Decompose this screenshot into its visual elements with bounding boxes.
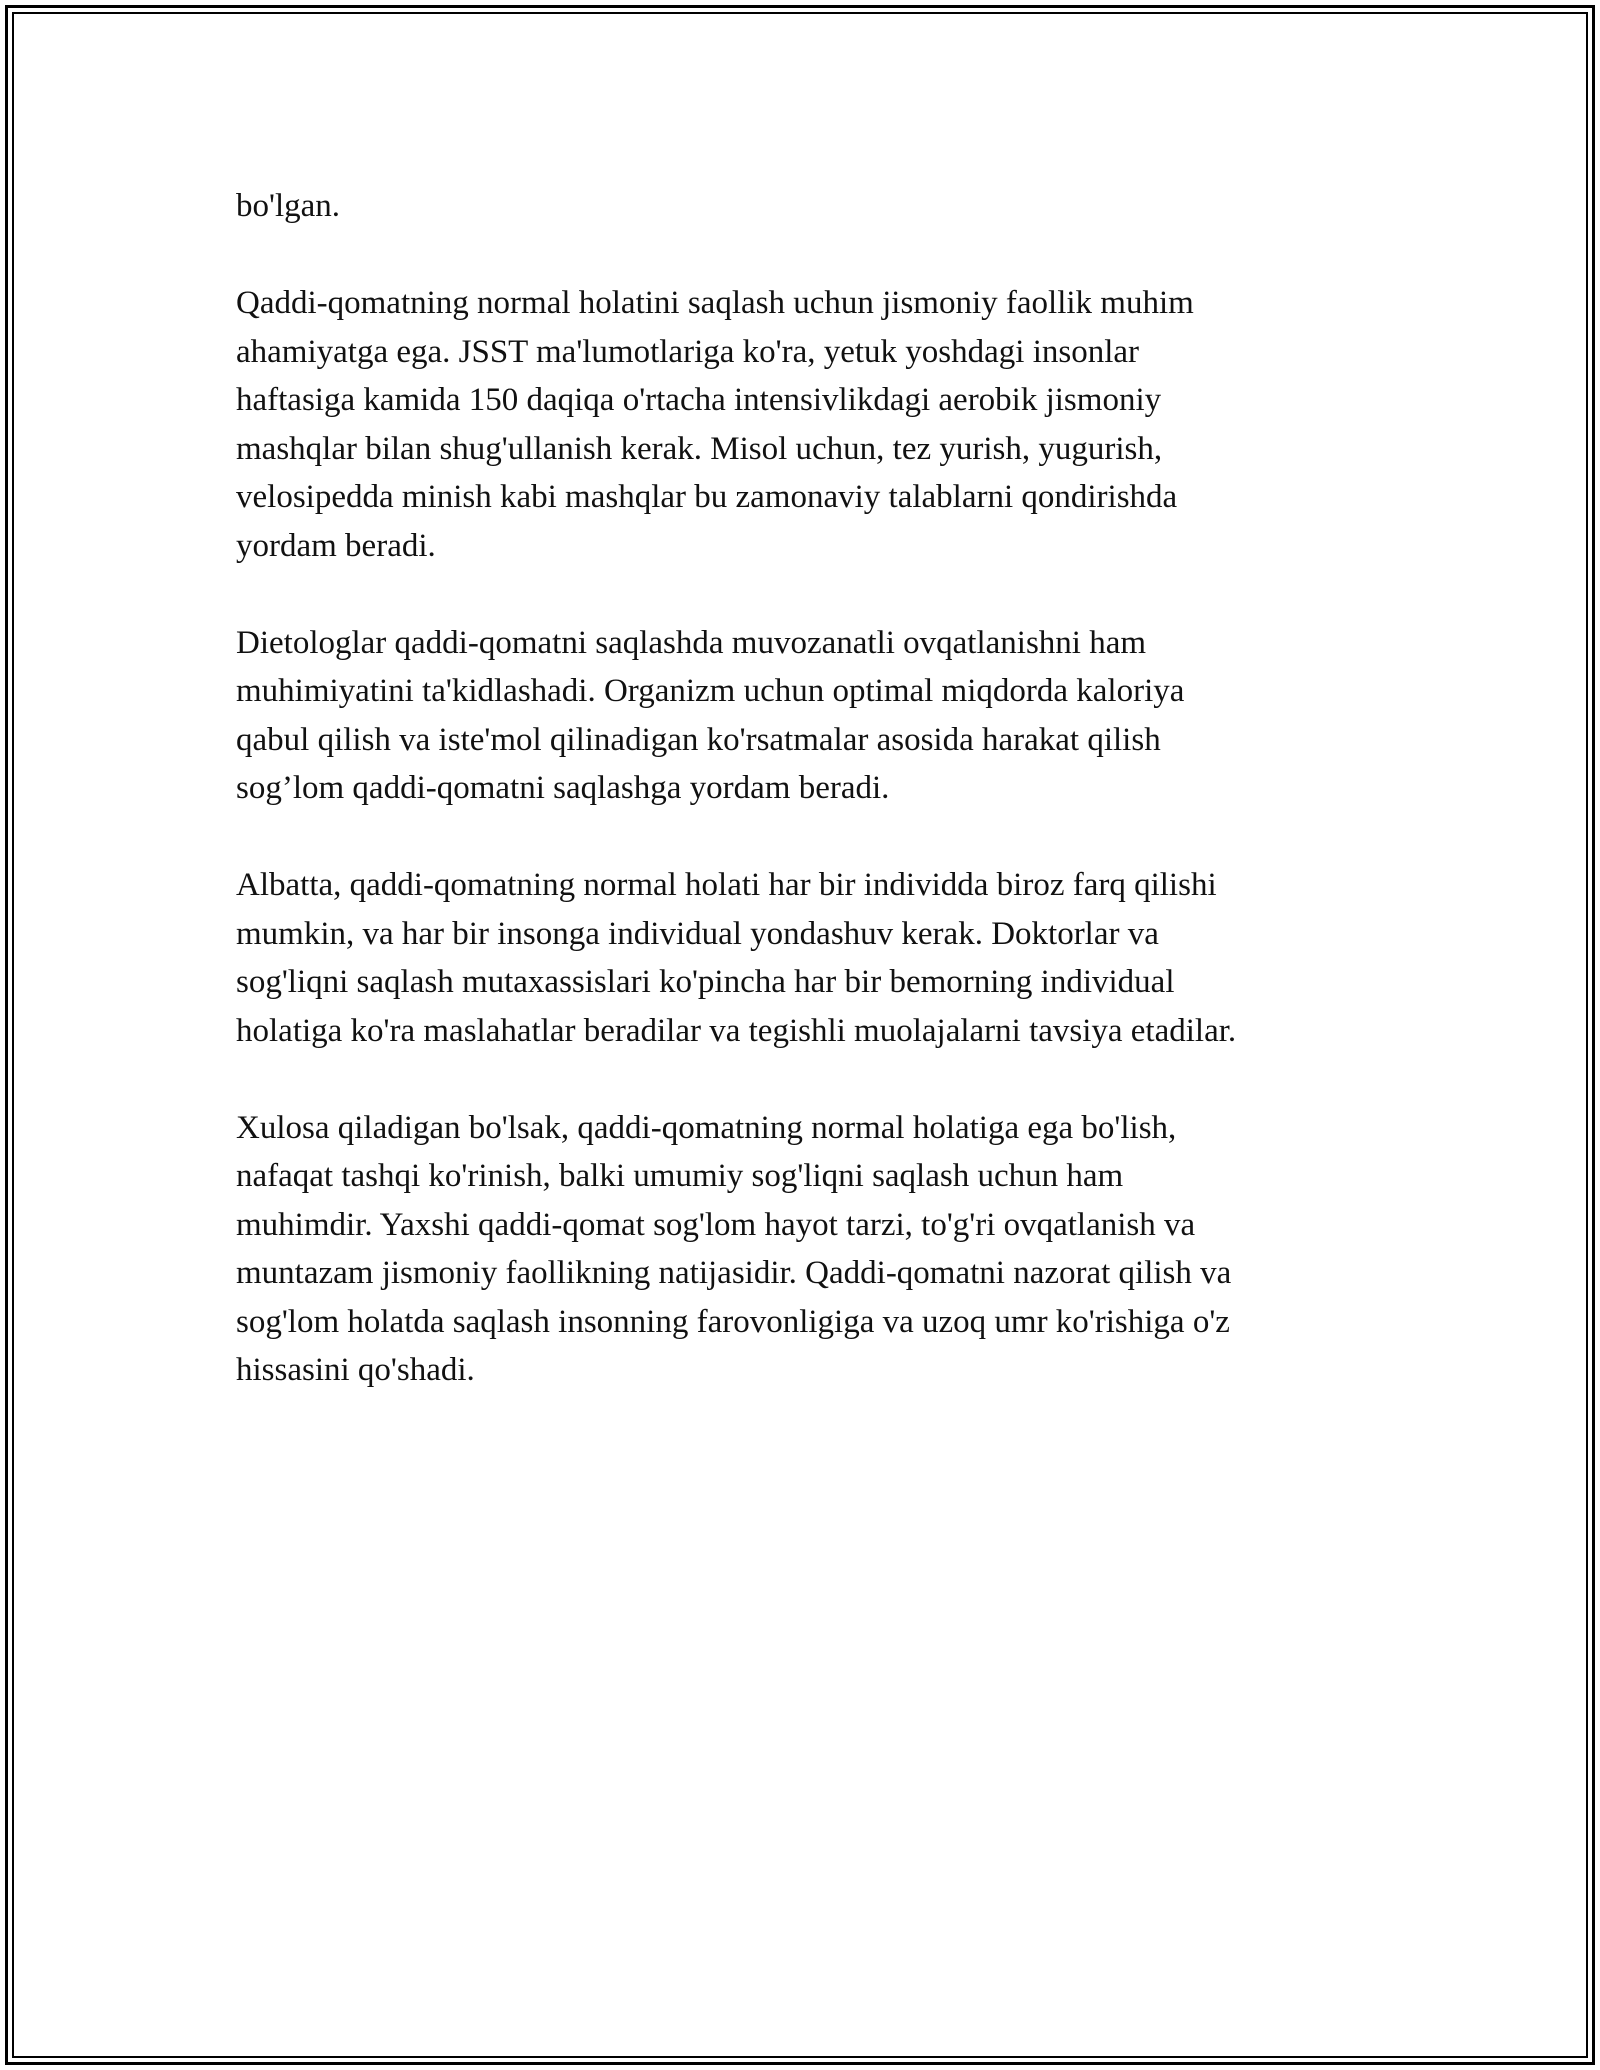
- paragraph-physical-activity: Qaddi-qomatning normal holatini saqlash uchun jismoniy faollik muhim ahamiyatga ega. JSST ma'lumotlariga ko'ra, yetuk yoshdagi insonlar haftasiga kamida 150 daqiqa o'rtacha intensivlikdagi aerobik jismoniy mashqlar bilan shug'ullanish kerak. Misol uchun, tez yurish, yugurish, velosipedda minish kabi mashqlar bu zamonaviy talablarni qondirishda yordam beradi.: [236, 285, 1194, 564]
- paragraph-continuation: bo'lgan.: [236, 188, 341, 224]
- document-body: [236, 182, 1366, 1443]
- paragraph-conclusion: Xulosa qiladigan bo'lsak, qaddi-qomatning normal holatiga ega bo'lish, nafaqat tashqi ko'rinish, balki umumiy sog'liqni saqlash uchun ham muhimdir. Yaxshi qaddi-qomat sog'lom hayot tarzi, to'g'ri ovqatlanish va muntazam jismoniy faollikning natijasidir. Qaddi-qomatni nazorat qilish va sog'lom holatda saqlash insonning farovonligiga va uzoq umr ko'rishiga o'z hissasini qo'shadi.: [236, 1109, 1232, 1388]
- paragraph-individual-approach: Albatta, qaddi-qomatning normal holati har bir individda biroz farq qilishi mumkin, va har bir insonga individual yondashuv kerak. Doktorlar va sog'liqni saqlash mutaxassislari ko'pincha har bir bemorning individual holatiga ko'ra maslahatlar beradilar va tegishli muolajalarni tavsiya etadilar.: [236, 867, 1237, 1049]
- paragraph-nutrition: Dietologlar qaddi-qomatni saqlashda muvozanatli ovqatlanishni ham muhimiyatini ta'kidlashadi. Organizm uchun optimal miqdorda kaloriya qabul qilish va iste'mol qilinadigan ko'rsatmalar asosida harakat qilish sog’lom qaddi-qomatni saqlashga yordam beradi.: [236, 624, 1185, 806]
